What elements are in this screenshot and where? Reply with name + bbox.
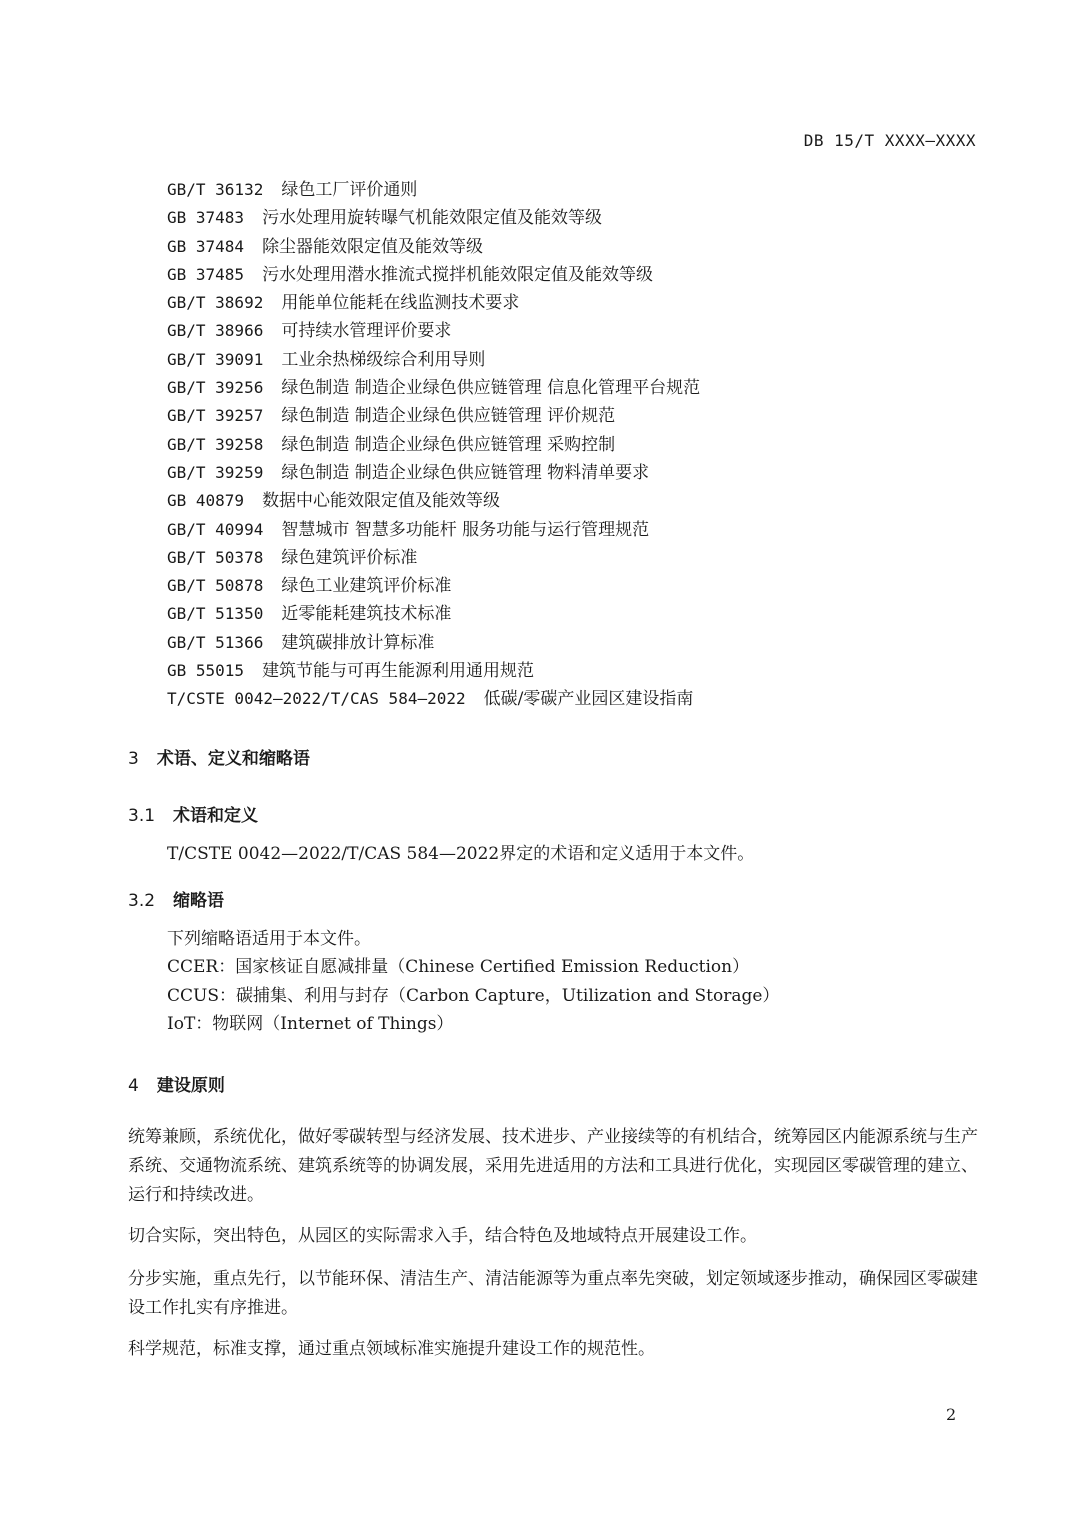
abbreviation-item: CCER：国家核证自愿减排量（Chinese Certified Emission Reduction） (167, 957, 750, 977)
reference-item (167, 317, 700, 345)
reference-item (167, 233, 700, 261)
reference-code: GB/T 40994 (167, 519, 264, 539)
section-title: 建设原则 (156, 1076, 225, 1096)
reference-code: GB 37483 (167, 208, 245, 228)
document-code: DB 15/T XXXX—XXXX (803, 131, 976, 150)
reference-code: GB/T 39259 (167, 462, 264, 482)
section-title: 缩略语 (173, 891, 225, 911)
reference-title: 绿色制造 制造企业绿色供应链管理 评价规范 (281, 406, 616, 427)
section-title: 术语和定义 (173, 806, 259, 826)
principle-paragraph: 统筹兼顾，系统优化，做好零碳转型与经济发展、技术进步、产业接续等的有机结合，统筹园区内能源系统与生产系统、交通物流系统、建筑系统等的协调发展，采用先进适用的方法和工具进行优化，实现园区零碳管理的建立、运行和持续改进。 (128, 1127, 978, 1205)
reference-code: GB 37485 (167, 264, 245, 284)
reference-code: GB/T 39256 (167, 378, 264, 398)
section-4-heading (128, 1071, 225, 1096)
reference-code: GB/T 50378 (167, 547, 264, 567)
reference-item (167, 572, 700, 600)
principle-paragraph: 分步实施，重点先行，以节能环保、清洁生产、清洁能源等为重点率先突破，划定领域逐步推动，确保园区零碳建设工作扎实有序推进。 (128, 1269, 978, 1318)
abbreviation-item: IoT：物联网（Internet of Things） (167, 1014, 454, 1034)
reference-title: 绿色工业建筑评价标准 (281, 576, 452, 597)
reference-title: 绿色制造 制造企业绿色供应链管理 信息化管理平台规范 (281, 378, 701, 399)
reference-code: GB/T 50878 (167, 576, 264, 596)
abbreviation-item: CCUS：碳捕集、利用与封存（Carbon Capture，Utilization and Storage） (167, 986, 780, 1006)
reference-title: 除尘器能效限定值及能效等级 (262, 236, 484, 257)
reference-title: 污水处理用潜水推流式搅拌机能效限定值及能效等级 (262, 264, 654, 285)
reference-item (167, 374, 700, 402)
reference-title: 建筑节能与可再生能源利用通用规范 (262, 661, 535, 682)
section-title: 术语、定义和缩略语 (156, 749, 310, 769)
reference-item (167, 516, 700, 544)
reference-code: GB 40879 (167, 491, 245, 511)
section-number: 3.1 (128, 806, 156, 826)
reference-title: 绿色建筑评价标准 (281, 547, 418, 568)
reference-item (167, 459, 700, 487)
reference-item (167, 487, 700, 515)
terms-definition-text: T/CSTE 0042—2022/T/CAS 584—2022界定的术语和定义适用于本文件。 (167, 844, 755, 864)
reference-code: GB/T 39257 (167, 406, 264, 426)
reference-title: 低碳/零碳产业园区建设指南 (483, 689, 694, 710)
reference-code: GB/T 39091 (167, 349, 264, 369)
reference-item (167, 176, 700, 204)
reference-code: GB/T 51366 (167, 632, 264, 652)
reference-code: GB/T 38966 (167, 321, 264, 341)
reference-title: 绿色制造 制造企业绿色供应链管理 采购控制 (281, 434, 616, 455)
page-number: 2 (946, 1405, 957, 1424)
reference-title: 近零能耗建筑技术标准 (281, 604, 452, 625)
reference-item (167, 544, 700, 572)
reference-code: GB/T 38692 (167, 293, 264, 313)
reference-title: 绿色工厂评价通则 (281, 180, 418, 200)
reference-title: 用能单位能耗在线监测技术要求 (281, 293, 520, 314)
reference-title: 建筑碳排放计算标准 (281, 632, 435, 653)
principle-paragraph: 科学规范，标准支撑，通过重点领域标准实施提升建设工作的规范性。 (128, 1339, 655, 1359)
reference-title: 污水处理用旋转曝气机能效限定值及能效等级 (262, 208, 603, 229)
reference-item (167, 289, 700, 317)
normative-references-list (167, 176, 700, 714)
section-number: 4 (128, 1076, 139, 1096)
reference-code: GB/T 39258 (167, 434, 264, 454)
abbreviations-intro: 下列缩略语适用于本文件。 (167, 929, 371, 949)
reference-code: GB/T 51350 (167, 604, 264, 624)
reference-item (167, 685, 700, 713)
reference-title: 智慧城市 智慧多功能杆 服务功能与运行管理规范 (281, 519, 650, 540)
reference-title: 可持续水管理评价要求 (281, 321, 452, 342)
reference-title: 数据中心能效限定值及能效等级 (262, 491, 501, 512)
reference-code: GB 37484 (167, 236, 245, 256)
reference-code: T/CSTE 0042—2022/T/CAS 584—2022 (167, 689, 466, 709)
reference-item (167, 657, 700, 685)
reference-code: GB 55015 (167, 661, 245, 681)
principle-paragraph: 切合实际，突出特色，从园区的实际需求入手，结合特色及地域特点开展建设工作。 (128, 1226, 757, 1246)
reference-item (167, 629, 700, 657)
section-3-heading (128, 744, 310, 769)
reference-item (167, 431, 700, 459)
reference-item (167, 346, 700, 374)
reference-title: 工业余热梯级综合利用导则 (281, 349, 486, 370)
section-number: 3 (128, 749, 139, 769)
section-number: 3.2 (128, 891, 156, 911)
reference-item (167, 204, 700, 232)
reference-code: GB/T 36132 (167, 180, 264, 199)
reference-title: 绿色制造 制造企业绿色供应链管理 物料清单要求 (281, 462, 650, 483)
section-3-1-heading (128, 801, 258, 826)
reference-item (167, 600, 700, 628)
reference-item (167, 261, 700, 289)
section-3-2-heading (128, 886, 224, 911)
reference-item (167, 402, 700, 430)
